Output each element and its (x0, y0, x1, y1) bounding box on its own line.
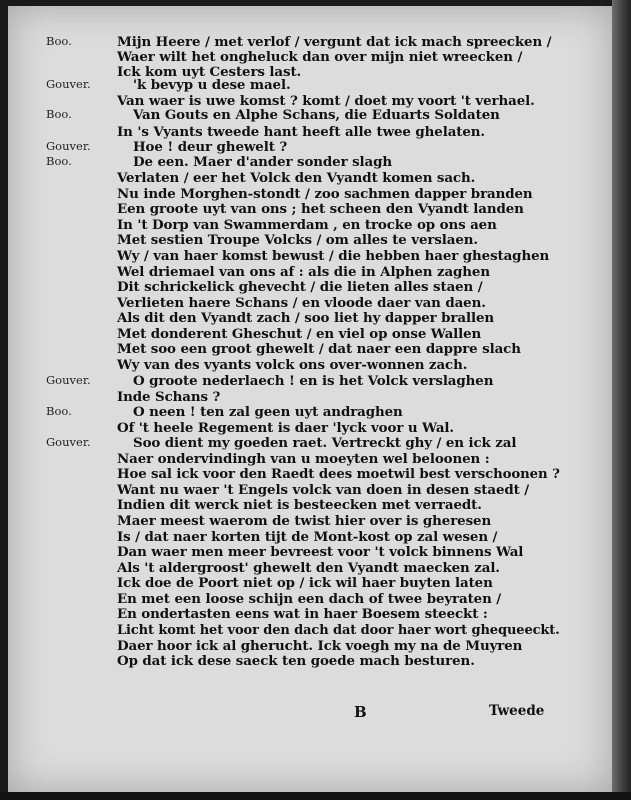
verse-text: Wy / van haer komst bewust / die hebben haer ghestaghen (117, 248, 550, 264)
speaker-label: Gouver. (46, 139, 91, 153)
catchword: Tweede (489, 703, 545, 719)
verse-text: Wy van des vyants volck ons over-wonnen zach. (117, 357, 468, 373)
verse-text: Is / dat naer korten tijt de Mont-kost op zal wesen / (117, 529, 498, 545)
verse-text: Want nu waer 't Engels volck van doen in desen staedt / (117, 482, 530, 498)
verse-text: Inde Schans ? (117, 389, 221, 405)
speaker-label: Gouver. (46, 373, 91, 387)
verse-line (0, 170, 631, 187)
verse-text: En ondertasten eens wat in haer Boesem steeckt : (117, 606, 488, 622)
verse-text: Ick kom uyt Cesters last. (117, 64, 302, 80)
verse-text: Dit schrickelick ghevecht / die lieten alles staen / (117, 279, 483, 295)
verse-text: Naer ondervindingh van u moeyten wel beloonen : (117, 451, 490, 467)
verse-line (0, 107, 631, 124)
verse-text: Of 't heele Regement is daer 'lyck voor u Wal. (117, 420, 454, 436)
speaker-label: Boo. (46, 154, 72, 168)
verse-text: Ick doe de Poort niet op / ick wil haer buyten laten (117, 575, 493, 591)
verse-text: Op dat ick dese saeck ten goede mach besturen. (117, 653, 475, 669)
verse-text: Soo dient my goeden raet. Vertreckt ghy / en ick zal (133, 435, 517, 451)
verse-text: Waer wilt het ongheluck dan over mijn niet wreecken / (117, 49, 523, 65)
verse-line (0, 310, 631, 327)
verse-text: Maer meest waerom de twist hier over is gheresen (117, 513, 492, 529)
verse-line (0, 606, 631, 623)
verse-text: Met sestien Troupe Volcks / om alles te verslaen. (117, 232, 478, 248)
verse-text: Wel driemael van ons af : als die in Alphen zaghen (117, 264, 490, 280)
verse-line (0, 404, 631, 421)
verse-line (0, 154, 631, 171)
speaker-label: Boo. (46, 404, 72, 418)
verse-line (0, 622, 631, 639)
verse-line (0, 497, 631, 514)
verse-text: Van Gouts en Alphe Schans, die Eduarts Soldaten (133, 107, 500, 123)
verse-text: In 's Vyants tweede hant heeft alle twee ghelaten. (117, 124, 485, 140)
verse-text: Mijn Heere / met verlof / vergunt dat ick mach spreecken / (117, 34, 552, 50)
book-bottom-edge (0, 792, 631, 800)
verse-text: Verlaten / eer het Volck den Vyandt komen sach. (117, 170, 476, 186)
verse-text: Dan waer men meer bevreest voor 't volck binnens Wal (117, 544, 524, 560)
verse-text: Als 't aldergroost' ghewelt den Vyandt maecken zal. (117, 560, 500, 576)
verse-text: Licht komt het voor den dach dat door haer wort ghequeeckt. (117, 622, 560, 638)
verse-text: Van waer is uwe komst ? komt / doet my voort 't verhael. (117, 93, 535, 109)
verse-line (0, 77, 631, 94)
verse-text: De een. Maer d'ander sonder slagh (133, 154, 393, 170)
verse-text: O neen ! ten zal geen uyt andraghen (133, 404, 403, 420)
verse-text: Hoe sal ick voor den Raedt dees moetwil best verschoonen ? (117, 466, 560, 482)
verse-text: 'k bevyp u dese mael. (133, 77, 291, 93)
verse-line (0, 248, 631, 265)
speaker-label: Gouver. (46, 435, 91, 449)
verse-text: Met soo een groot ghewelt / dat naer een dappre slach (117, 341, 521, 357)
verse-text: O groote nederlaech ! en is het Volck verslaghen (133, 373, 494, 389)
verse-line (0, 201, 631, 218)
verse-text: Nu inde Morghen-stondt / zoo sachmen dapper branden (117, 186, 533, 202)
verse-text: Hoe ! deur ghewelt ? (133, 139, 288, 155)
verse-line (0, 513, 631, 530)
verse-line (0, 357, 631, 374)
verse-line (0, 653, 631, 670)
verse-line (0, 232, 631, 249)
speaker-label: Boo. (46, 34, 72, 48)
verse-text: Met donderent Gheschut / en viel op onse Wallen (117, 326, 482, 342)
speaker-label: Gouver. (46, 77, 91, 91)
verse-line (0, 466, 631, 483)
verse-line (0, 279, 631, 296)
verse-text: Verlieten haere Schans / en vloode daer van daen. (117, 295, 486, 311)
signature-mark: B (354, 703, 367, 721)
verse-line (0, 341, 631, 358)
verse-text: Daer hoor ick al gherucht. Ick voegh my na de Muyren (117, 638, 523, 654)
verse-line (0, 435, 631, 452)
verse-line (0, 544, 631, 561)
verse-line (0, 373, 631, 390)
verse-text: En met een loose schijn een dach of twee beyraten / (117, 591, 502, 607)
verse-text: Indien dit werck niet is besteecken met verraedt. (117, 497, 482, 513)
verse-text: Een groote uyt van ons ; het scheen den Vyandt landen (117, 201, 524, 217)
verse-text: Als dit den Vyandt zach / soo liet hy dapper brallen (117, 310, 494, 326)
speaker-label: Boo. (46, 107, 72, 121)
verse-line (0, 575, 631, 592)
verse-text: In 't Dorp van Swammerdam , en trocke op ons aen (117, 217, 497, 233)
